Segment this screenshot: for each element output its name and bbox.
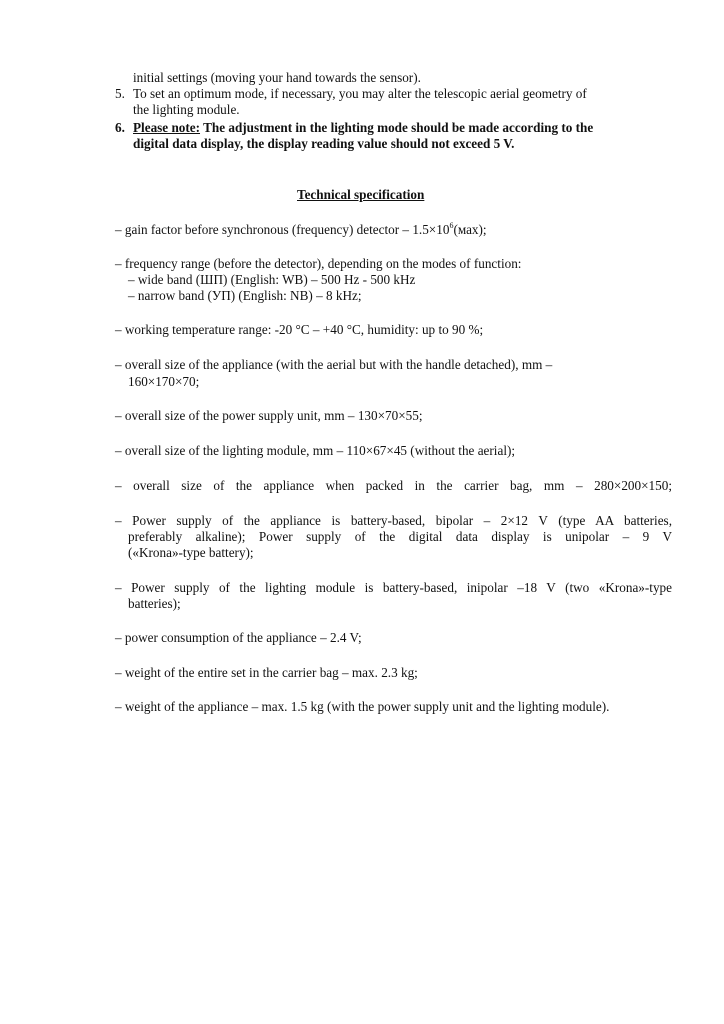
list-item-4-continuation: initial settings (moving your hand towards the sensor). xyxy=(133,70,421,85)
list-item-6-number: 6. xyxy=(115,120,125,135)
spec-appliance-power-line-2: preferably alkaline); Power supply of the digital data display is unipolar – 9 V xyxy=(128,529,672,544)
spec-lighting-module-size: – overall size of the lighting module, mm – 110×67×45 (without the aerial); xyxy=(115,443,516,458)
spec-weight-set: – weight of the entire set in the carrier bag – max. 2.3 kg; xyxy=(115,665,418,680)
spec-psu-size: – overall size of the power supply unit, mm – 130×70×55; xyxy=(115,408,423,423)
spec-gain-unit: (мах); xyxy=(453,222,487,237)
list-item-5-line-2: the lighting module. xyxy=(133,102,240,117)
spec-weight-appliance: – weight of the appliance – max. 1.5 kg (with the power supply unit and the lighting module). xyxy=(115,699,610,714)
spec-gain-exponent: 6 xyxy=(449,221,454,230)
spec-power-consumption: – power consumption of the appliance – 2.4 V; xyxy=(115,630,362,645)
list-item-5-line-1: To set an optimum mode, if necessary, you may alter the telescopic aerial geometry of xyxy=(133,86,587,101)
spec-appliance-power-line-1: – Power supply of the appliance is battery-based, bipolar – 2×12 V (type AA batteries, xyxy=(115,513,672,528)
spec-gain-text: – gain factor before synchronous (frequency) detector – 1.5×10 xyxy=(115,222,450,237)
spec-appliance-size: – overall size of the appliance (with the aerial but with the handle detached), mm – xyxy=(115,357,553,372)
list-item-5-number: 5. xyxy=(115,86,125,101)
spec-packed-size: – overall size of the appliance when packed in the carrier bag, mm – 280×200×150; xyxy=(115,478,672,493)
spec-frequency-range: – frequency range (before the detector), depending on the modes of function: xyxy=(115,256,522,271)
spec-frequency-wide-band: – wide band (ШП) (English: WB) – 500 Hz - 500 kHz xyxy=(128,272,416,287)
spec-appliance-size-value: 160×170×70; xyxy=(128,374,200,389)
section-title: Technical specification xyxy=(297,187,425,202)
list-item-6-line-1 xyxy=(133,120,593,136)
spec-lighting-power-line-2: batteries); xyxy=(128,596,181,611)
note-label: Please note: xyxy=(133,120,201,135)
spec-appliance-power-line-3: («Krona»-type battery); xyxy=(128,545,254,560)
spec-temperature-range: – working temperature range: -20 °С – +40 °С, humidity: up to 90 %; xyxy=(115,322,484,337)
spec-lighting-power-line-1: – Power supply of the lighting module is battery-based, inipolar –18 V (two «Krona»-type xyxy=(115,580,672,595)
spec-frequency-narrow-band: – narrow band (УП) (English: NB) – 8 kHz; xyxy=(128,288,362,303)
spec-gain-factor xyxy=(115,222,487,238)
list-item-6-line-2: digital data display, the display reading value should not exceed 5 V. xyxy=(133,136,515,151)
note-text: The adjustment in the lighting mode should be made according to the xyxy=(200,120,594,135)
